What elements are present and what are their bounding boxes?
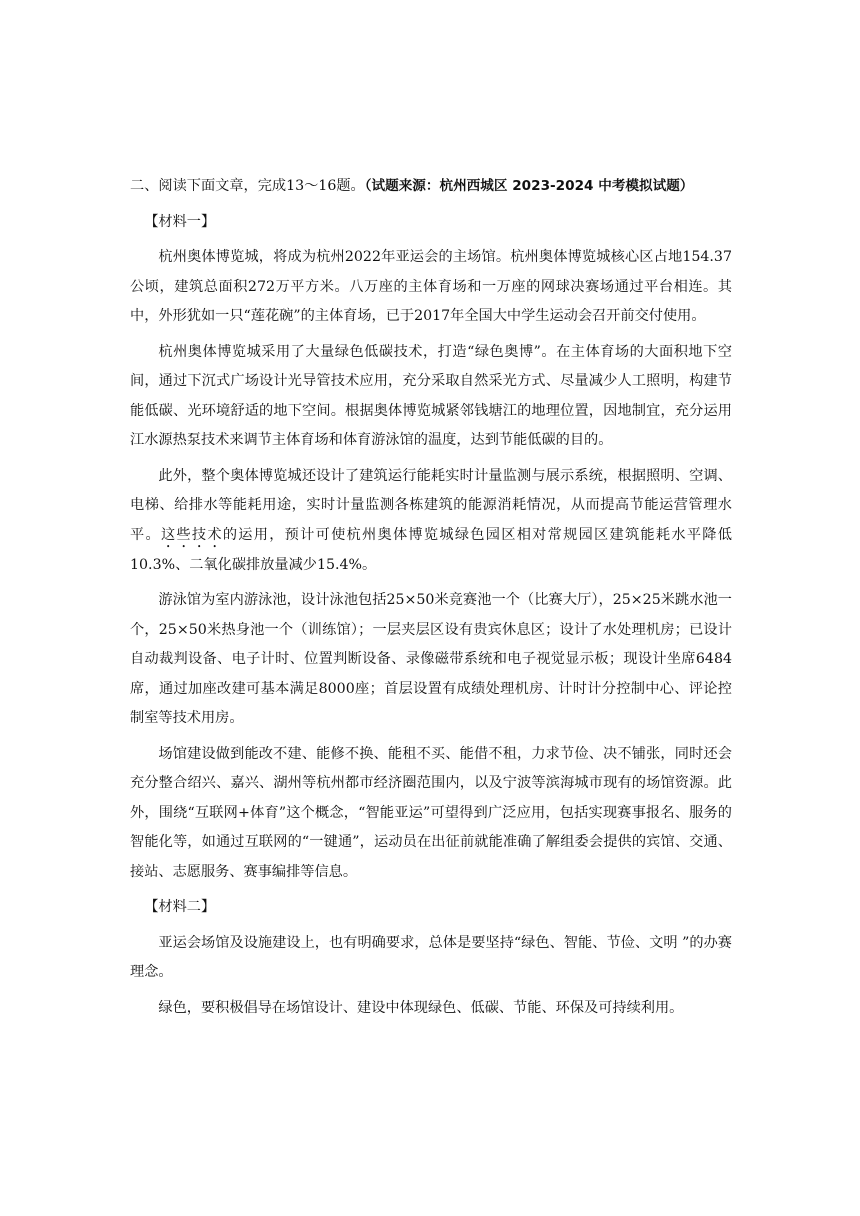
question-source: （试题来源：杭州西城区 2023-2024 中考模拟试题）: [364, 178, 694, 194]
material-one-paragraph-2: 杭州奥体博览城采用了大量绿色低碳技术，打造“绿色奥博”。在主体育场的大面积地下空间，通过下沉式广场设计光导管技术应用，充分采取自然采光方式、尽量减少人工照明，构建节能低碳、光环境舒适的地下空间。根据奥体博览城紧邻钱塘江的地理位置，因地制宜，充分运用江水源热泵技术来调节主体育场和体育游泳馆的温度，达到节能低碳的目的。: [130, 343, 732, 448]
material-one-label: 【材料一】: [144, 213, 216, 230]
material-one-paragraph-5: 场馆建设做到能改不建、能修不换、能租不买、能借不租，力求节俭、决不铺张，同时还会充分整合绍兴、嘉兴、湖州等杭州都市经济圈范围内，以及宁波等滨海城市现有的场馆资源。此外，围绕“互联网+体育”这个概念，“智能亚运”可望得到广泛应用，包括实现赛事报名、服务的智能化等，如通过互联网的“一键通”，运动员在出征前就能准确了解组委会提供的宾馆、交通、接站、志愿服务、赛事编排等信息。: [130, 745, 732, 880]
material-two-paragraph-2: 绿色，要积极倡导在场馆设计、建设中体现绿色、低碳、节能、环保及可持续利用。: [158, 999, 684, 1016]
material-one-paragraph-3: [130, 462, 732, 581]
document-body: [130, 172, 732, 1029]
material-two-label: 【材料二】: [144, 899, 216, 915]
material-one-paragraph-1: 杭州奥体博览城，将成为杭州2022年亚运会的主场馆。杭州奥体博览城核心区占地154.37公顷，建筑总面积272万平方米。八万座的主体育场和一万座的网球决赛场通过平台相连。其中，外形犹如一只“莲花碗”的主体育场，已于2017年全国大中学生运动会召开前交付使用。: [130, 249, 732, 324]
question-header: [130, 172, 732, 202]
emphasized-phrase: 这些技术: [160, 526, 223, 543]
paragraph-3-text-after: 的运用，预计可使杭州奥体博览城绿色园区相对常规园区建筑能耗水平降低10.3%、二氧化碳排放量减少15.4%。: [130, 526, 732, 573]
question-instruction: 二、阅读下面文章，完成13～16题。: [130, 178, 365, 194]
material-two-paragraph-1: 亚运会场馆及设施建设上，也有明确要求，总体是要坚持“绿色、智能、节俭、文明 ”的办赛理念。: [130, 934, 732, 980]
material-one-paragraph-4: 游泳馆为室内游泳池，设计泳池包括25×50米竞赛池一个（比赛大厅），25×25米跳水池一个，25×50米热身池一个（训练馆）；一层夹层区设有贵宾休息区；设计了水处理机房；已设计自动裁判设备、电子计时、位置判断设备、录像磁带系统和电子视觉显示板；现设计坐席6484席，通过加座改建可基本满足8000座；首层设置有成绩处理机房、计时计分控制中心、评论控制室等技术用房。: [130, 592, 732, 726]
paragraph-3-text-before: 此外，整个奥体博览城还设计了建筑运行能耗实时计量监测与展示系统，根据照明、空调、电梯、给排水等能耗用途，实时计量监测各栋建筑的能源消耗情况，从而提高节能运营管理水平。: [130, 467, 732, 543]
